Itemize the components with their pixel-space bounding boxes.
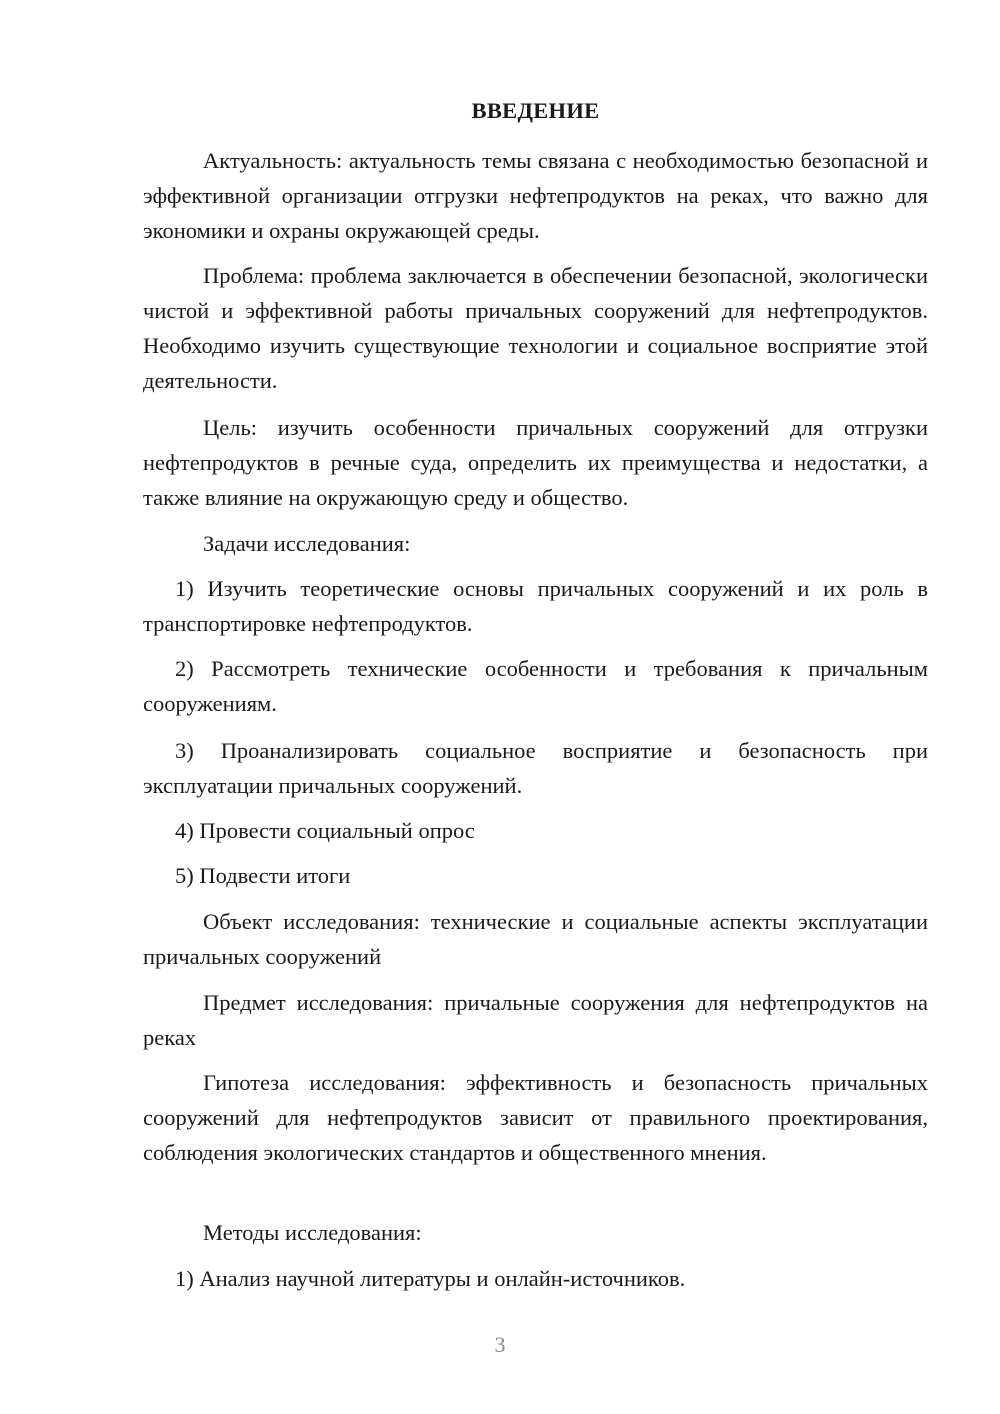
methods-title: Методы исследования: [203,1220,422,1245]
task-item-3: 3) Проанализировать социальное восприятие и безопасность при эксплуатации причальных сооружений. [143,738,928,798]
paragraph-goal: Цель: изучить особенности причальных сооружений для отгрузки нефтепродуктов в речные суда, определить их преимущества и недостатки, а также влияние на окружающую среду и общество. [143,415,928,510]
task-item-2: 2) Рассмотреть технические особенности и требования к причальным сооружениям. [143,656,928,716]
page-number: 3 [494,1332,506,1357]
paragraph-object: Объект исследования: технические и социальные аспекты эксплуатации причальных сооружений [143,909,928,969]
method-item-1: 1) Анализ научной литературы и онлайн-источников. [175,1266,686,1291]
paragraph-problem: Проблема: проблема заключается в обеспечении безопасной, экологически чистой и эффективной работы причальных сооружений для нефтепродуктов. Необходимо изучить существующие технологии и социальное восприятие этой деятельности. [143,263,928,393]
paragraph-subject: Предмет исследования: причальные сооружения для нефтепродуктов на реках [143,990,928,1050]
task-item-4: 4) Провести социальный опрос [175,818,475,843]
task-item-1: 1) Изучить теоретические основы причальных сооружений и их роль в транспортировке нефтепродуктов. [143,576,928,636]
task-item-5: 5) Подвести итоги [175,863,351,888]
paragraph-relevance: Актуальность: актуальность темы связана с необходимостью безопасной и эффективной организации отгрузки нефтепродуктов на реках, что важно для экономики и охраны окружающей среды. [143,148,928,243]
paragraph-hypothesis: Гипотеза исследования: эффективность и безопасность причальных сооружений для нефтепродуктов зависит от правильного проектирования, соблюдения экологических стандартов и общественного мнения. [143,1070,928,1165]
page-title: ВВЕДЕНИЕ [471,98,600,123]
tasks-title: Задачи исследования: [203,531,411,556]
